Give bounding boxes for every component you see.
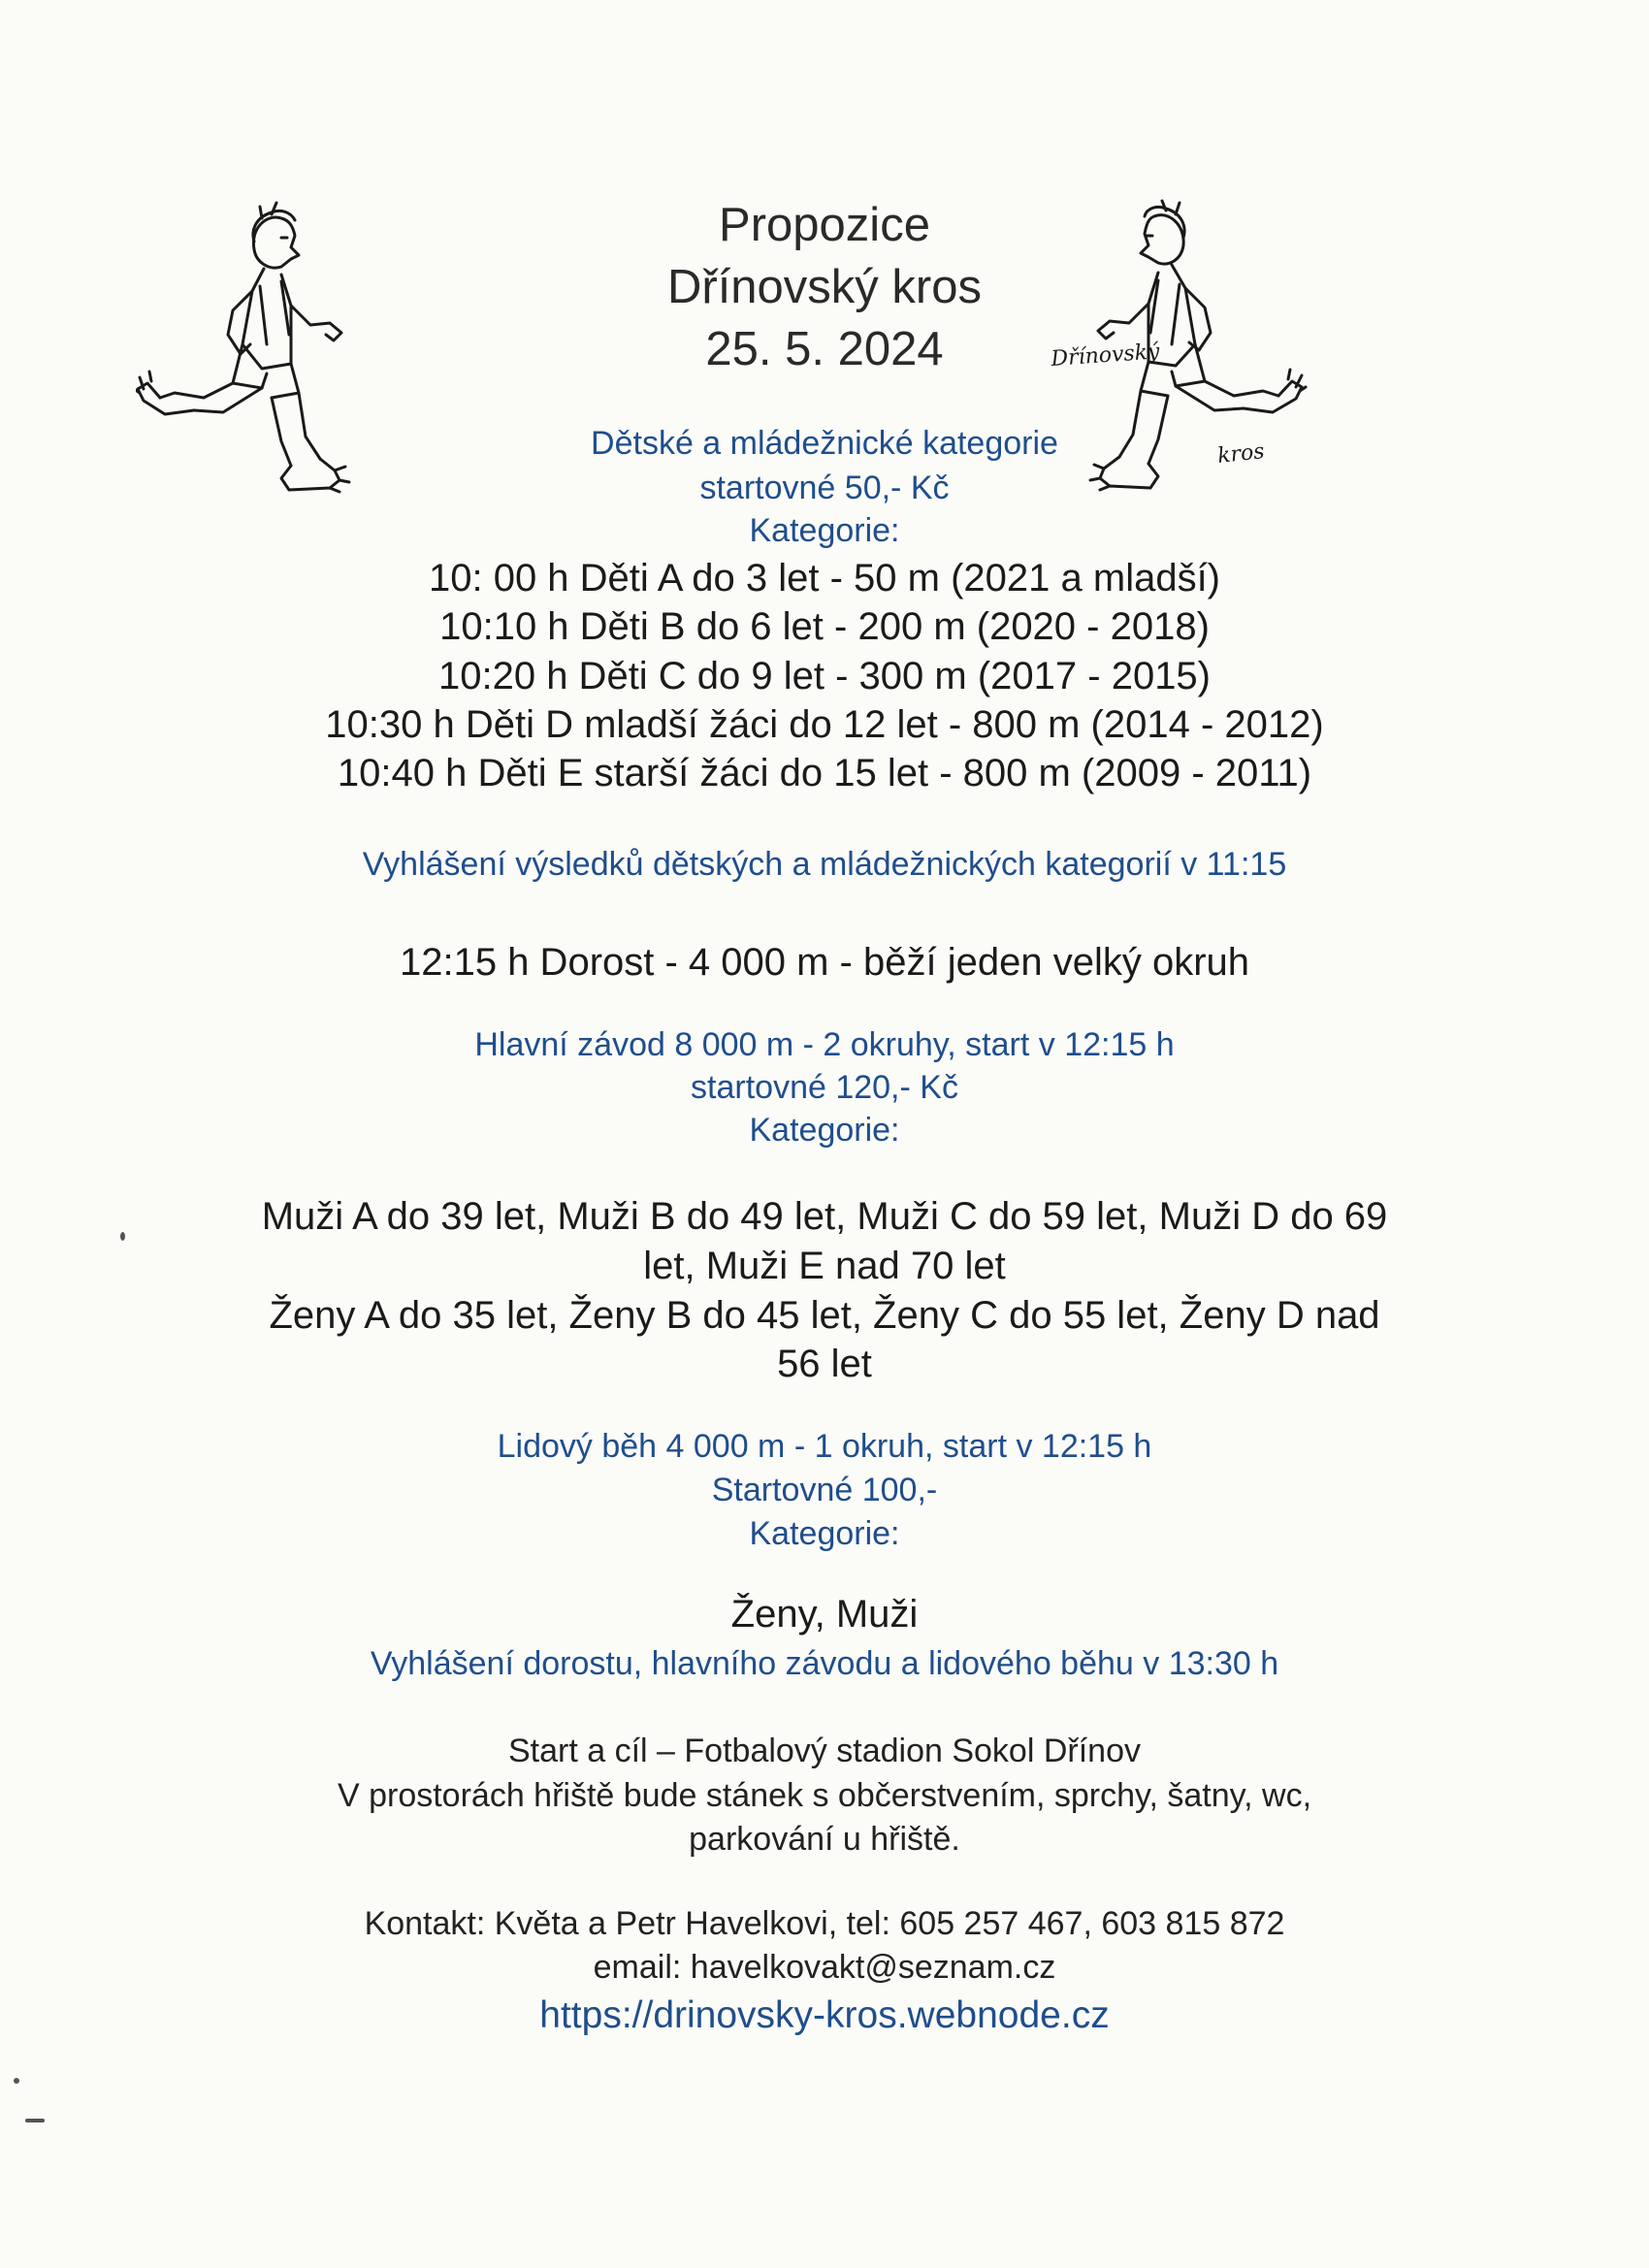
men-categories-line-1: Muži A do 39 let, Muži B do 49 let, Muži C do 59 let, Muži D do 69 [261,1195,1388,1238]
race-item: 10:30 h Děti D mladší žáci do 12 let - 800 m (2014 - 2012) [325,703,1324,746]
youth-race: 12:15 h Dorost - 4 000 m - běží jeden velký okruh [399,941,1249,984]
folk-race-categories: Ženy, Muži [730,1593,919,1636]
folk-race-results: Vyhlášení dorostu, hlavního závodu a lidového běhu v 13:30 h [370,1645,1279,1682]
race-item: 10: 00 h Děti A do 3 let - 50 m (2021 a mladší) [428,557,1220,599]
title-line-2: Dřínovský kros [666,261,982,313]
race-item: 10:10 h Děti B do 6 let - 200 m (2020 - 2018) [439,605,1210,648]
main-race-categories-label: Kategorie: [749,1112,900,1149]
men-categories-line-2: let, Muži E nad 70 let [643,1245,1006,1287]
children-results: Vyhlášení výsledků dětských a mládežnických kategorií v 11:15 [362,846,1287,883]
scan-speck [14,2078,19,2084]
scan-speck [25,2119,45,2122]
title-line-1: Propozice [719,199,930,251]
main-race-heading: Hlavní závod 8 000 m - 2 okruhy, start v 12:15 h [474,1026,1175,1063]
scan-speck [120,1232,125,1241]
venue-line-2: V prostorách hřiště bude stánek s občerstvením, sprchy, šatny, wc, [337,1777,1312,1814]
logo-word-1: Dřínovský [1050,340,1161,372]
women-categories-line-1: Ženy A do 35 let, Ženy B do 45 let, Ženy C do 55 let, Ženy D nad [269,1294,1380,1337]
race-item: 10:40 h Děti E starší žáci do 15 let - 800 m (2009 - 2011) [337,752,1312,794]
website-link[interactable]: https://drinovsky-kros.webnode.cz [539,1994,1110,2036]
race-item: 10:20 h Děti C do 9 let - 300 m (2017 - 2015) [437,655,1211,697]
contact-line: Kontakt: Květa a Petr Havelkovi, tel: 605 257 467, 603 815 872 [364,1905,1285,1942]
logo-word-2: kros [1216,439,1266,469]
children-fee: startovné 50,- Kč [699,470,950,506]
venue-line-1: Start a cíl – Fotbalový stadion Sokol Dřínov [508,1733,1141,1769]
main-race-fee: startovné 120,- Kč [691,1069,958,1106]
event-date: 25. 5. 2024 [705,323,944,375]
folk-race-categories-label: Kategorie: [749,1515,900,1552]
contact-email: email: havelkovakt@seznam.cz [593,1949,1056,1986]
children-categories-label: Kategorie: [749,512,900,549]
children-heading: Dětské a mládežnické kategorie [591,425,1058,462]
folk-race-heading: Lidový běh 4 000 m - 1 okruh, start v 12:15 h [497,1428,1152,1465]
venue-line-3: parkování u hřiště. [689,1821,960,1858]
folk-race-fee: Startovné 100,- [711,1472,938,1508]
women-categories-line-2: 56 let [777,1343,872,1385]
